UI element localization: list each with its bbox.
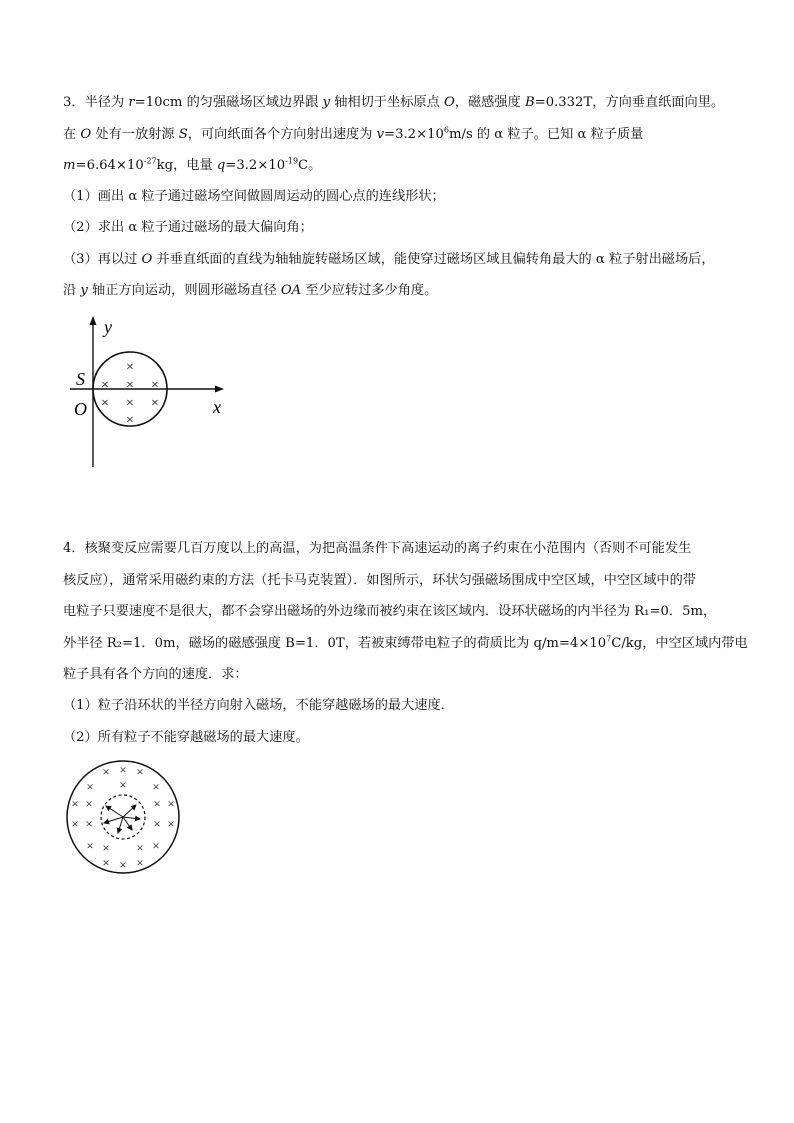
q3-magnetic-field-figure	[60, 312, 240, 472]
field-crosses	[101, 360, 159, 428]
cross-mark: ×	[151, 378, 159, 393]
cross-mark: ×	[152, 779, 160, 794]
s-label: S	[76, 369, 85, 389]
cross-mark: ×	[126, 378, 134, 393]
velocity-arrow	[118, 817, 123, 833]
cross-mark: ×	[119, 762, 127, 777]
cross-mark: ×	[119, 857, 127, 872]
velocity-arrows	[104, 805, 140, 833]
cross-mark: ×	[71, 796, 79, 811]
q4-toroidal-field-figure	[60, 758, 186, 876]
cross-mark: ×	[102, 764, 110, 779]
velocity-arrow	[123, 817, 132, 830]
velocity-arrow	[123, 805, 136, 817]
q3-part-3-cont: 沿 y 轴正方向运动，则圆形磁场直径 OA 至少应转过多少角度。	[63, 283, 438, 298]
origin-label: O	[74, 399, 87, 419]
cross-mark: ×	[101, 396, 109, 411]
q4-line-1: 4．核聚变反应需要几百万度以上的高温，为把高温条件下高速运动的离子约束在小范围内（否则不可能发生	[63, 541, 692, 556]
q3-line-2: 在 O 处有一放射源 S，可向纸面各个方向射出速度为 $v=3.2\times 10^6m/s$ 的 α 粒子。已知 α 粒子质量	[63, 125, 644, 142]
cross-mark: ×	[151, 396, 159, 411]
cross-mark: ×	[126, 413, 134, 428]
y-axis-arrow	[90, 316, 97, 325]
cross-mark: ×	[136, 764, 144, 779]
q3-part-1: （1）画出 α 粒子通过磁场空间做圆周运动的圆心点的连线形状；	[63, 189, 445, 204]
y-label: y	[104, 317, 112, 337]
q4-line-3: 电粒子只要速度不是很大，都不会穿出磁场的外边缘而被约束在该区域内．设环状磁场的内半径为 R₁=0．5m，	[63, 604, 717, 619]
cross-mark: ×	[153, 816, 161, 831]
cross-mark: ×	[102, 840, 110, 855]
x-axis-arrow	[215, 386, 224, 393]
velocity-arrow	[104, 817, 123, 823]
cross-mark: ×	[167, 796, 175, 811]
cross-mark: ×	[85, 816, 93, 831]
q4-line-2: 核反应），通常采用磁约束的方法（托卡马克装置）．如图所示，环状匀强磁场围成中空区域，中空区域中的带	[63, 573, 696, 588]
velocity-arrow	[106, 806, 123, 817]
cross-mark: ×	[136, 840, 144, 855]
q3-line-1: 3．半径为 r=10cm 的匀强磁场区域边界跟 y 轴相切于坐标原点 O，磁感强度 B=0.332T，方向垂直纸面向里。	[63, 95, 725, 110]
q4-part-1: （1）粒子沿环状的半径方向射入磁场，不能穿越磁场的最大速度．	[63, 698, 454, 713]
q4-part-2: （2）所有粒子不能穿越磁场的最大速度。	[63, 730, 309, 745]
cross-mark: ×	[86, 779, 94, 794]
q3-line-3: $m=6.64\times 10^{-27}kg$，电量 $q=3.2\times 10^{-19}C$。	[63, 156, 322, 173]
q3-part-2: （2）求出 α 粒子通过磁场的最大偏向角；	[63, 220, 313, 235]
cross-mark: ×	[167, 816, 175, 831]
q3-part-3: （3）再以过 O 并垂直纸面的直线为轴轴旋转磁场区域，能使穿过磁场区域且偏转角最大的 α 粒子射出磁场后，	[63, 252, 715, 267]
cross-mark: ×	[152, 838, 160, 853]
cross-mark: ×	[126, 360, 134, 375]
q4-line-5: 粒子具有各个方向的速度．求：	[63, 667, 248, 682]
cross-mark: ×	[119, 777, 127, 792]
x-label: x	[213, 397, 221, 417]
cross-mark: ×	[71, 816, 79, 831]
cross-mark: ×	[85, 796, 93, 811]
velocity-arrow	[123, 817, 140, 819]
cross-mark: ×	[126, 396, 134, 411]
cross-mark: ×	[86, 838, 94, 853]
cross-mark: ×	[101, 378, 109, 393]
q4-line-4: 外半径 R₂=1．0m，磁场的磁感强度 B=1．0T，若被束缚带电粒子的荷质比为 $q/m=4\times 10^7C/kg$，中空区域内带电	[63, 634, 748, 651]
cross-mark: ×	[136, 855, 144, 870]
cross-mark: ×	[153, 796, 161, 811]
cross-mark: ×	[102, 855, 110, 870]
